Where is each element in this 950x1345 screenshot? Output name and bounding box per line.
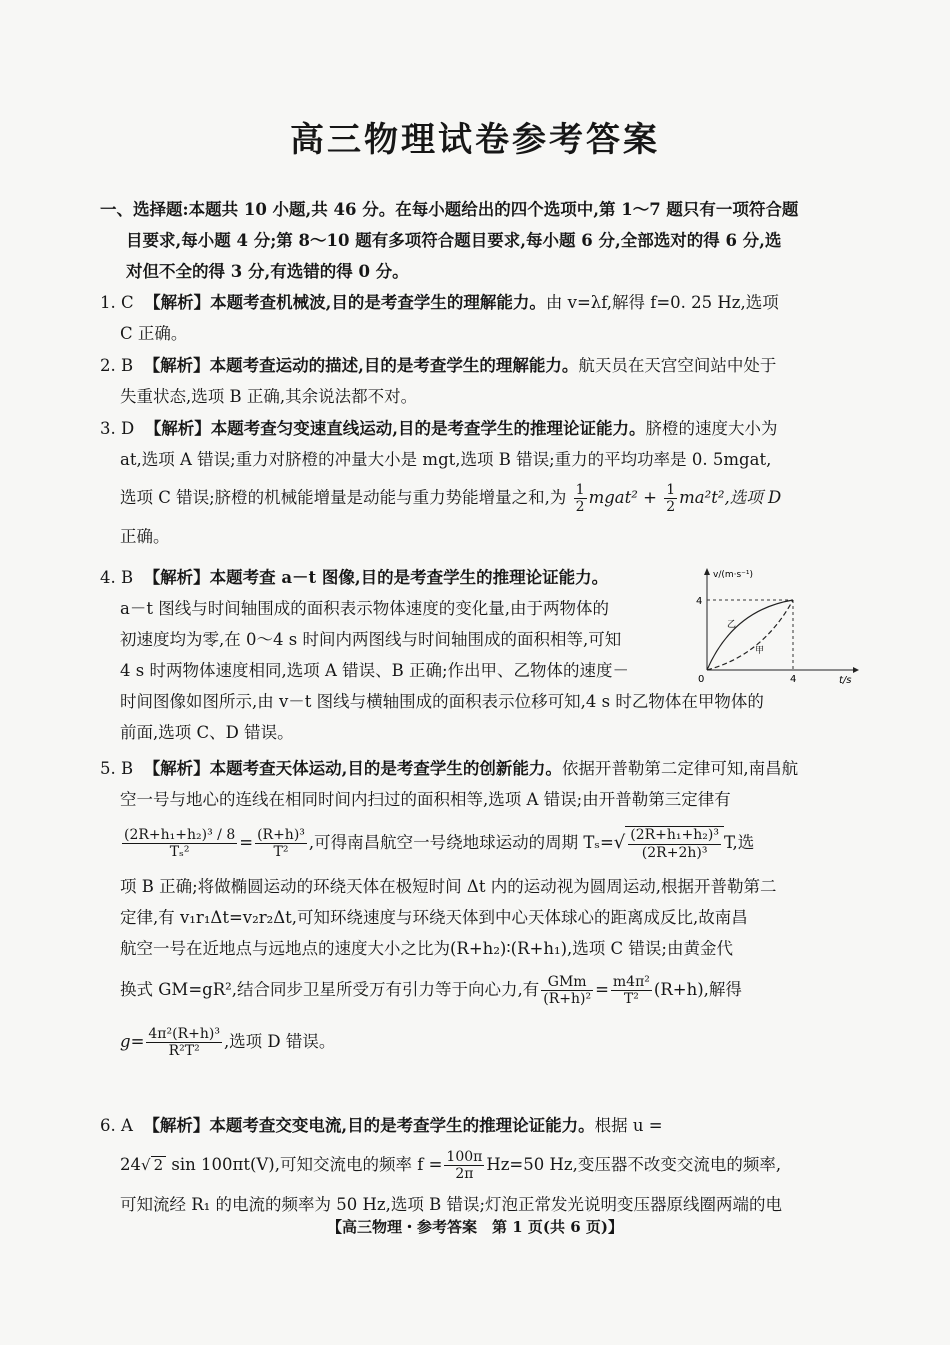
x-axis-arrow: [853, 667, 859, 673]
fraction: $\frac{\text{(2R+h₁+h₂)³ / 8}}{\text{Tₛ²}}$: [124, 826, 236, 860]
math-term: ma²t²,选项 D: [679, 488, 782, 507]
answer-text: 初速度均为零,在 0～4 s 时间内两图线与时间轴围成的面积相等,可知: [120, 630, 622, 649]
series-label-jia: 甲: [755, 646, 765, 656]
answer-text: 航天员在天宫空间站中处于: [578, 356, 777, 375]
fraction: $\frac{\text{GMm}}{\text{(R+h)²}}$: [543, 973, 592, 1007]
answer-text-with-fraction: $\frac{\text{(2R+h₁+h₂)³ / 8}}{\text{Tₛ²}}$ = $\frac{\text{(R+h)³}}{\text{T²}}$ ,可得南昌航空一号绕地球运动的周期 Tₛ=√ $\frac{\text{(2R+h₁+h₂)³}}{\text{(2R+2h)³}}$ T,选: [124, 826, 755, 861]
page-title: 高三物理试卷参考答案: [290, 120, 660, 160]
fraction: $\frac{\text{m4π²}}{\text{T²}}$: [612, 973, 650, 1007]
answer-number: 4. B: [100, 568, 134, 587]
answer-text: Hz=50 Hz,变压器不改变交流电的频率,: [486, 1155, 782, 1174]
answer-number: 2. B: [100, 356, 134, 375]
answer-text-with-fraction: 24√ 2 sin 100πt(V),可知交流电的频率 f = $\frac{100\pi}{2\pi}$ Hz=50 Hz,变压器不改变交流电的频率,: [120, 1148, 782, 1182]
x-axis-label: t/s: [839, 675, 852, 685]
answer-text: ,选项 D 错误。: [223, 1032, 336, 1051]
answer-text: 由 v=λf,解得 f=0. 25 Hz,选项: [545, 293, 779, 312]
answer-text: 项 B 正确;将做椭圆运动的环绕天体在极短时间 Δt 内的运动视为圆周运动,根据开普勒第二: [120, 877, 777, 896]
y-axis-label: v/(m·s⁻¹): [713, 570, 754, 580]
answer-text-with-fraction: 换式 GM=gR²,结合同步卫星所受万有引力等于向心力,有 $\frac{\text{GMm}}{\text{(R+h)²}}$ = $\frac{\text{m4π²}}{\text{T²}}$ (R+h),解得: [120, 973, 742, 1007]
answer-text: at,选项 A 错误;重力对脐橙的冲量大小是 mgt,选项 B 错误;重力的平均功率是 0. 5mgat,: [120, 450, 772, 469]
fraction: $\frac{\text{(2R+h₁+h₂)³}}{\text{(2R+2h)³}}$: [630, 827, 719, 861]
analysis-label: 【解析】本题考查运动的描述,目的是考查学生的理解能力。: [143, 356, 579, 375]
sqrt-radical: 2: [151, 1156, 167, 1174]
x-tick-label: 4: [790, 674, 797, 685]
answer-text: (R+h),解得: [653, 980, 742, 999]
answer-text: 换式 GM=gR²,结合同步卫星所受万有引力等于向心力,有: [120, 980, 540, 999]
y-tick-label: 4: [696, 596, 703, 607]
answer-5: [100, 753, 860, 1068]
section-line-2: 目要求,每小题 4 分;第 8～10 题有多项符合题目要求,每小题 6 分,全部选对的得 6 分,选: [126, 231, 782, 250]
math-term: mgat² +: [588, 488, 657, 507]
answer-2: [100, 350, 860, 412]
answer-text: ,可得南昌航空一号绕地球运动的周期 Tₛ=: [308, 833, 614, 852]
answer-number: 5. B: [100, 759, 134, 778]
answer-number: 6. A: [100, 1116, 133, 1135]
answer-text: 航空一号在近地点与远地点的速度大小之比为(R+h₂)∶(R+h₁),选项 C 错误;由黄金代: [120, 939, 733, 958]
curve-yi: [707, 600, 793, 670]
answer-text: a－t 图线与时间轴围成的面积表示物体速度的变化量,由于两物体的: [120, 599, 609, 618]
fraction: $\frac{\text{4π²(R+h)³}}{\text{R²T²}}$: [148, 1025, 220, 1059]
answer-text: T,选: [723, 833, 755, 852]
y-axis-arrow: [704, 568, 710, 575]
answer-text: C 正确。: [120, 324, 188, 343]
answer-text: sin 100πt(V),可知交流电的频率 f =: [171, 1155, 443, 1174]
answer-text: 时间图像如图所示,由 v－t 图线与横轴围成的面积表示位移可知,4 s 时乙物体在甲物体的: [120, 692, 764, 711]
answer-text: 根据 u =: [594, 1116, 663, 1135]
fraction: $\frac{1}{2}$: [575, 481, 585, 515]
section-line-1: 一、选择题:本题共 10 小题,共 46 分。在每小题给出的四个选项中,第 1～7 题只有一项符合题: [100, 200, 799, 219]
fraction: $\frac{\text{(R+h)³}}{\text{T²}}$: [257, 826, 305, 860]
page-footer: 【高三物理・参考答案 第 1 页(共 6 页)】: [327, 1218, 623, 1236]
series-label-yi: 乙: [727, 620, 737, 630]
answer-text: 正确。: [120, 527, 170, 546]
answer-number: 3. D: [100, 419, 135, 438]
answer-1: [100, 287, 860, 349]
analysis-label: 【解析】本题考查匀变速直线运动,目的是考查学生的推理论证能力。: [144, 419, 646, 438]
analysis-label: 【解析】本题考查天体运动,目的是考查学生的创新能力。: [143, 759, 562, 778]
origin-label: 0: [698, 674, 705, 685]
analysis-label: 【解析】本题考查交变电流,目的是考查学生的推理论证能力。: [143, 1116, 595, 1135]
answer-text: 脐橙的速度大小为: [645, 419, 778, 438]
answer-text: 空一号与地心的连线在相同时间内扫过的面积相等,选项 A 错误;由开普勒第三定律有: [120, 790, 731, 809]
answer-text: 定律,有 v₁r₁Δt=v₂r₂Δt,可知环绕速度与环绕天体到中心天体球心的距离成反比,故南昌: [120, 908, 748, 927]
answer-3: [100, 413, 860, 552]
answer-text: 选项 C 错误;脐橙的机械能增量是动能与重力势能增量之和,为: [120, 488, 567, 507]
answer-text: 依据开普勒第二定律可知,南昌航: [561, 759, 799, 778]
answer-text: 前面,选项 C、D 错误。: [120, 723, 294, 742]
section-line-3: 对但不全的得 3 分,有选错的得 0 分。: [126, 262, 409, 281]
answer-text-with-fraction: [100, 475, 860, 521]
analysis-label: 【解析】本题考查机械波,目的是考查学生的理解能力。: [144, 293, 546, 312]
answer-text: 可知流经 R₁ 的电流的频率为 50 Hz,选项 B 错误;灯泡正常发光说明变压器原线圈两端的电: [120, 1195, 783, 1214]
fraction: $\frac{1}{2}$: [666, 481, 676, 515]
answer-number: 1. C: [100, 293, 134, 312]
velocity-time-graph: [693, 565, 863, 685]
analysis-label: 【解析】本题考查 a－t 图像,目的是考查学生的推理论证能力。: [143, 568, 609, 587]
fraction: $\frac{100\pi}{2\pi}$: [446, 1148, 483, 1182]
curve-jia: [707, 600, 793, 670]
answer-text-with-fraction: g= $\frac{\text{4π²(R+h)³}}{\text{R²T²}}$ ,选项 D 错误。: [120, 1025, 336, 1059]
answer-text: 失重状态,选项 B 正确,其余说法都不对。: [120, 387, 418, 406]
answer-6: [100, 1110, 860, 1220]
answer-text: 24: [120, 1155, 141, 1174]
answer-text: 4 s 时两物体速度相同,选项 A 错误、B 正确;作出甲、乙物体的速度－: [120, 661, 630, 680]
sqrt-radical: [625, 826, 724, 860]
section-heading: [100, 194, 860, 287]
